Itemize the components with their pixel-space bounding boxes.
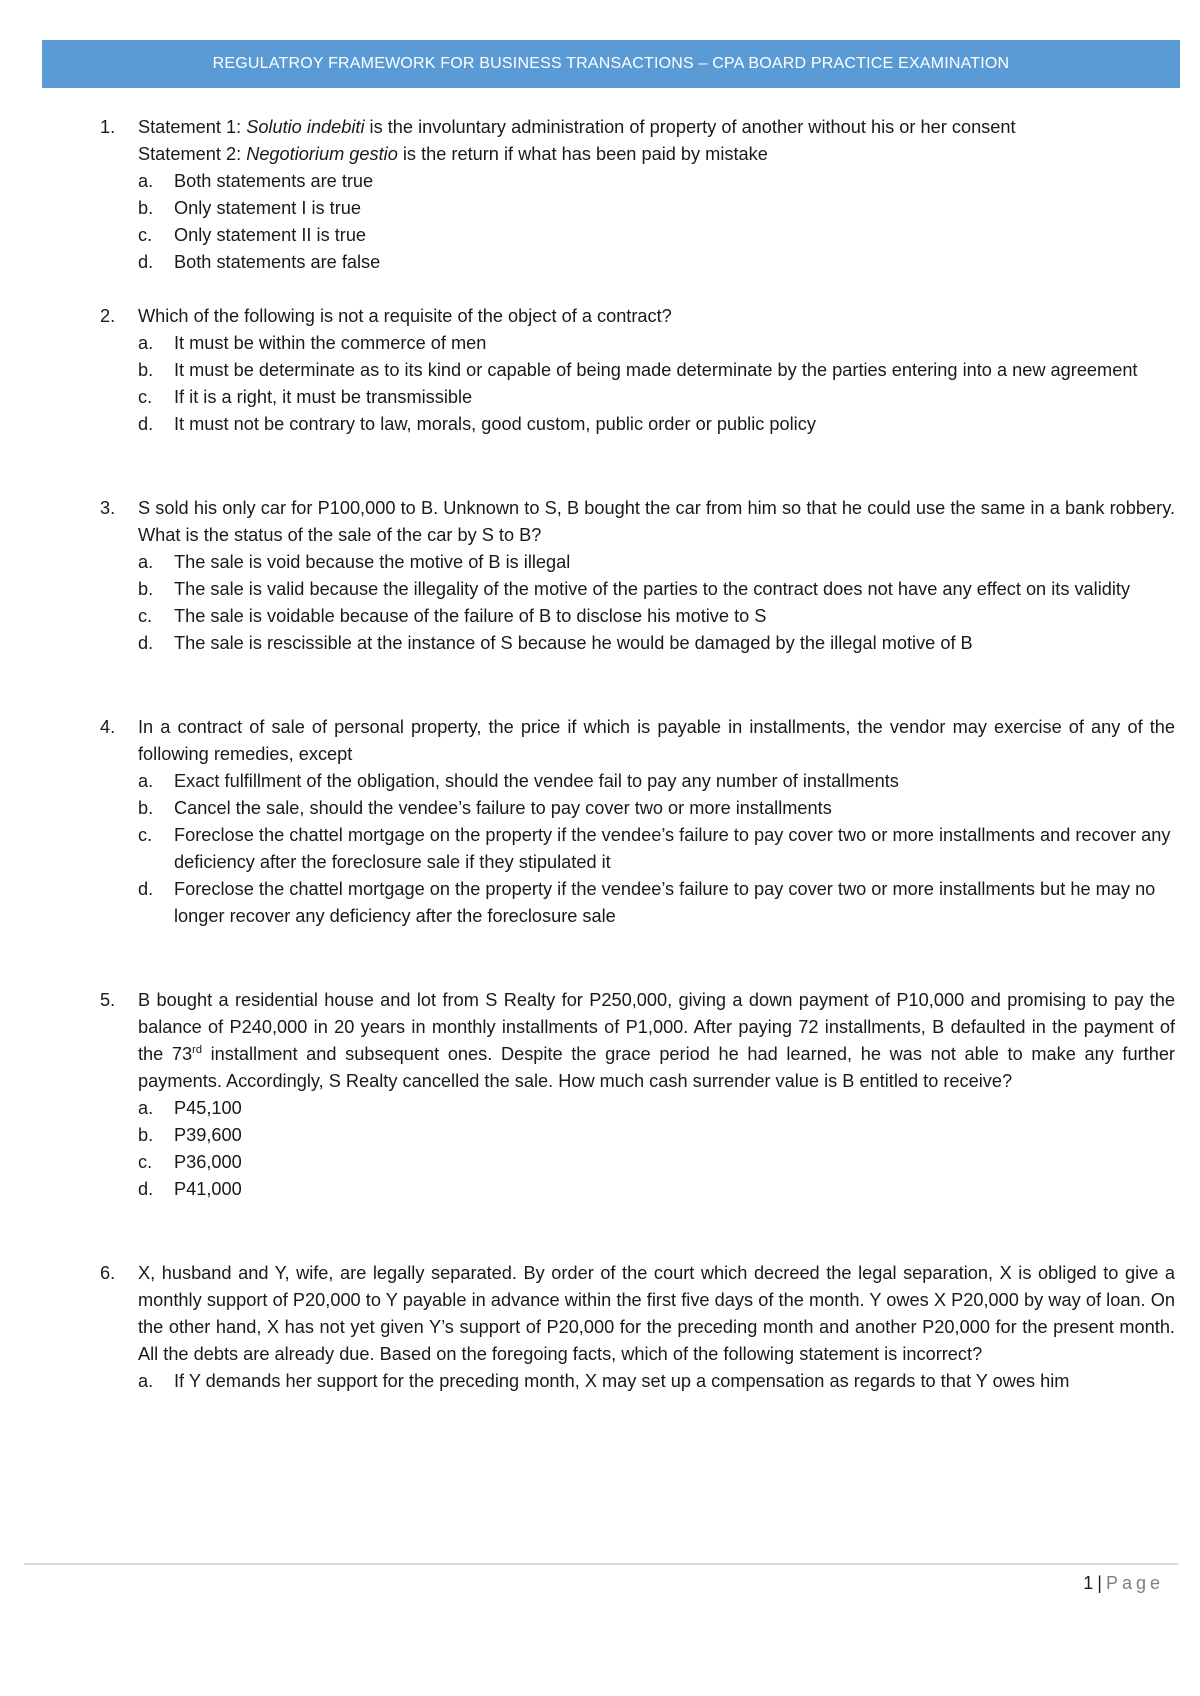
option-c: c. If it is a right, it must be transmissible xyxy=(138,387,473,407)
question-5 xyxy=(100,987,1175,1203)
option-b: b. It must be determinate as to its kind or capable of being made determinate by the parties entering into a new agreement xyxy=(138,360,1138,380)
option-c: c. The sale is voidable because of the failure of B to disclose his motive to S xyxy=(138,606,767,626)
ordinal-suffix: rd xyxy=(192,1043,202,1056)
question-2 xyxy=(100,303,1175,438)
option-d: d. Both statements are false xyxy=(138,252,381,272)
question-number: 6. xyxy=(100,1263,116,1283)
document-header xyxy=(42,40,1180,88)
option-a: a. P45,100 xyxy=(138,1098,242,1118)
question-number: 2. xyxy=(100,306,116,326)
option-a: a. Both statements are true xyxy=(138,171,374,191)
question-text: Which of the following is not a requisite of the object of a contract? xyxy=(138,306,672,326)
question-number: 3. xyxy=(100,498,116,518)
option-a: a. If Y demands her support for the preceding month, X may set up a compensation as regards to that Y owes him xyxy=(138,1371,1070,1391)
option-a: a. The sale is void because the motive of B is illegal xyxy=(138,552,571,572)
question-4 xyxy=(100,714,1175,930)
option-c: c. Only statement II is true xyxy=(138,225,367,245)
latin-term: Negotiorium gestio xyxy=(246,144,398,164)
question-statement-2: Statement 2: Negotiorium gestio is the return if what has been paid by mistake xyxy=(138,144,768,164)
page-label: Page xyxy=(1105,1573,1164,1593)
footer-separator: | xyxy=(1097,1573,1102,1593)
option-c: c. P36,000 xyxy=(138,1152,242,1172)
option-c: c. Foreclose the chattel mortgage on the property if the vendee’s failure to pay cover two or more installments and recover any deficiency after the foreclosure sale if they stipulated it xyxy=(138,825,1171,872)
header-title: REGULATROY FRAMEWORK FOR BUSINESS TRANSACTIONS – CPA BOARD PRACTICE EXAMINATION xyxy=(212,55,1010,72)
question-text: S sold his only car for P100,000 to B. Unknown to S, B bought the car from him so that he could use the same in a bank robbery. What is the status of the sale of the car by S to B? xyxy=(138,498,1175,545)
option-a: a. It must be within the commerce of men xyxy=(138,333,487,353)
option-d: d. It must not be contrary to law, morals, good custom, public order or public policy xyxy=(138,414,816,434)
question-text: In a contract of sale of personal property, the price if which is payable in installments, the vendor may exercise of any of the following remedies, except xyxy=(138,717,1175,764)
footer-divider xyxy=(24,1563,1178,1565)
question-1 xyxy=(100,114,1175,276)
latin-term: Solutio indebiti xyxy=(246,117,365,137)
question-text: B bought a residential house and lot from S Realty for P250,000, giving a down payment of P10,000 and promising to pay the balance of P240,000 in 20 years in monthly installments of P1,000. After paying 72 installments, B defaulted in the payment of the 73rd installment and subsequent ones. Despite the grace period he had learned, he was not able to make any further payments. Accordingly, S Realty cancelled the sale. How much cash surrender value is B entitled to receive? xyxy=(138,990,1175,1091)
option-b: b. Only statement I is true xyxy=(138,198,361,218)
question-3 xyxy=(100,495,1175,657)
question-6 xyxy=(100,1260,1175,1395)
option-d: d. Foreclose the chattel mortgage on the property if the vendee’s failure to pay cover two or more installments but he may no longer recover any deficiency after the foreclosure sale xyxy=(138,879,1156,926)
page-number: 1 xyxy=(1083,1573,1094,1593)
question-statement-1: Statement 1: Solutio indebiti is the involuntary administration of property of another without his or her consent xyxy=(138,117,1016,137)
option-b: b. Cancel the sale, should the vendee’s failure to pay cover two or more installments xyxy=(138,798,832,818)
question-number: 4. xyxy=(100,717,116,737)
option-a: a. Exact fulfillment of the obligation, should the vendee fail to pay any number of installments xyxy=(138,771,899,791)
question-list xyxy=(100,114,1175,1395)
question-text: X, husband and Y, wife, are legally separated. By order of the court which decreed the legal separation, X is obliged to give a monthly support of P20,000 to Y payable in advance within the first five days of the month. Y owes X P20,000 by way of loan. On the other hand, X has not yet given Y’s support of P20,000 for the preceding month and another P20,000 for the present month. All the debts are already due. Based on the foregoing facts, which of the following statement is incorrect? xyxy=(138,1263,1175,1364)
question-number: 1. xyxy=(100,117,116,137)
option-b: b. The sale is valid because the illegality of the motive of the parties to the contract does not have any effect on its validity xyxy=(138,579,1131,599)
option-d: d. P41,000 xyxy=(138,1179,242,1199)
question-number: 5. xyxy=(100,990,116,1010)
option-b: b. P39,600 xyxy=(138,1125,242,1145)
option-d: d. The sale is rescissible at the instance of S because he would be damaged by the illegal motive of B xyxy=(138,633,973,653)
page-footer xyxy=(1083,1573,1164,1594)
